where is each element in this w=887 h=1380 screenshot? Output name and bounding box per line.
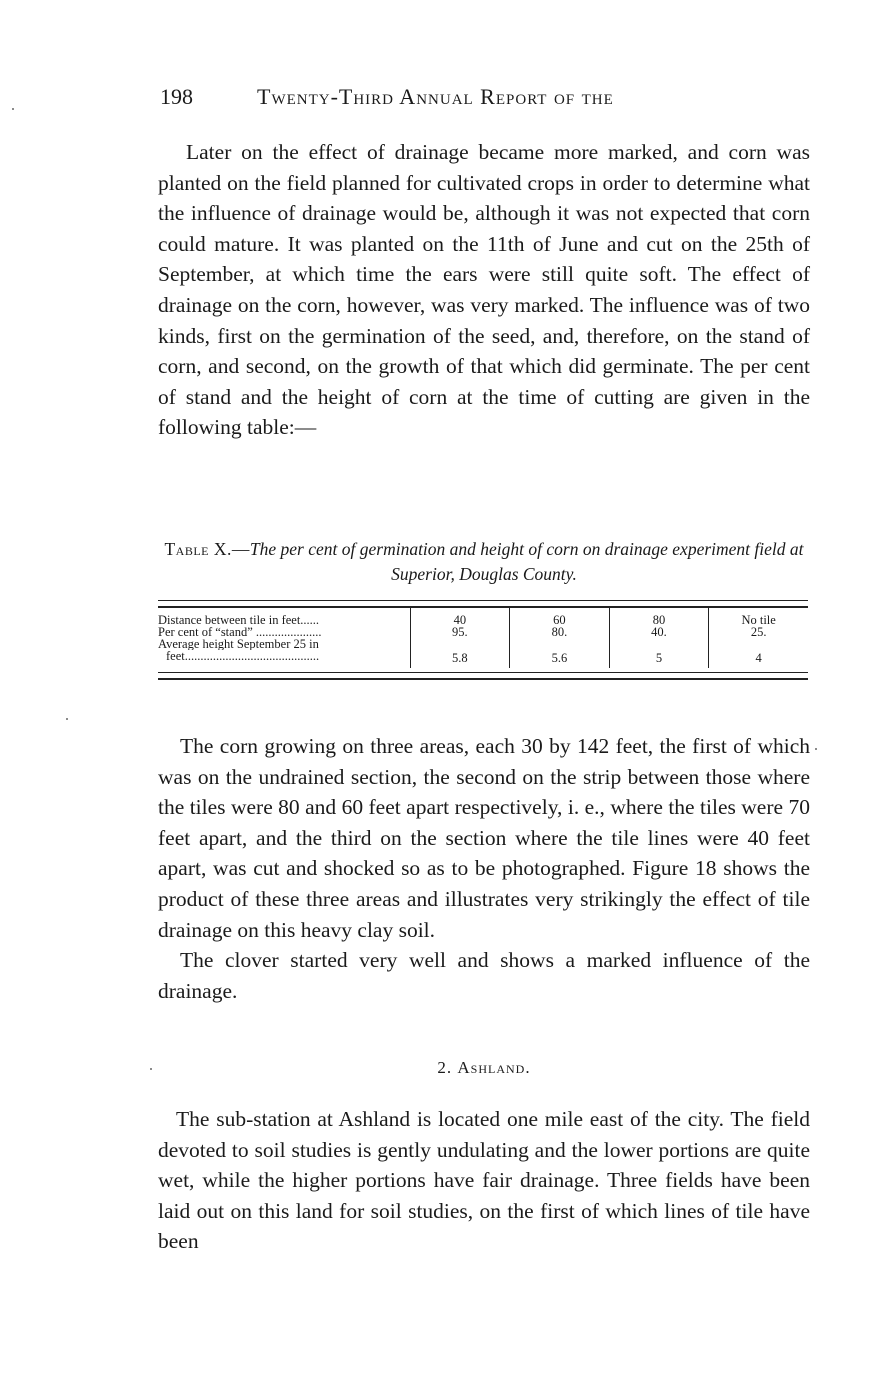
paragraph-three-areas: The corn growing on three areas, each 30 by 142 feet, the first of which was on the undrained section, the second on the strip between those where the tiles were 80 and 60 feet apart respectively, i. e., where the tiles were 70 feet apart, and the third on the section where the tile lines were 40 feet apart, was cut and shocked so as to be photographed. Figure 18 shows the product of these three areas and illustrates very strikingly the effect of tile drainage on this heavy clay soil.: [158, 734, 810, 942]
table-bottom-rule: [158, 672, 808, 680]
paper-speck: [66, 718, 68, 720]
stand-cell: 25.: [750, 626, 767, 638]
table-caption-label: Table X.—: [164, 539, 250, 559]
stand-cell: 95.: [452, 626, 468, 638]
paragraph-clover: The clover started very well and shows a marked influence of the drainage.: [158, 948, 810, 1003]
section-title: Ashland.: [457, 1058, 531, 1077]
height-cell: 5: [655, 652, 663, 664]
section-heading-ashland: [158, 1058, 810, 1078]
paragraph-ashland: The sub-station at Ashland is located one mile east of the city. The field devoted to soil studies is gently undulating and the lower portions are quite wet, while the higher portions have fair drainage. Three fields have been laid out on this land for soil studies, on the first of which lines of tile have been: [158, 1107, 810, 1254]
table-caption: [158, 537, 810, 587]
running-head: [160, 84, 810, 114]
column-40: [410, 608, 510, 668]
page-number: 198: [160, 84, 193, 109]
paragraph-group-results: [158, 731, 810, 1006]
column-80: [609, 608, 709, 668]
height-cell: 4: [755, 652, 762, 664]
paper-speck: [815, 748, 817, 750]
blank-cell: [411, 638, 510, 650]
germination-data-table: [158, 608, 808, 668]
table-caption-text: The per cent of germination and height of corn on drainage experiment field at Superior, Douglas County.: [249, 539, 804, 584]
distance-cell: No tile: [741, 614, 776, 626]
paper-speck: [12, 108, 14, 110]
section-number: 2.: [437, 1058, 453, 1077]
stand-cell: 80.: [551, 626, 568, 638]
row-labels-cell: [158, 608, 410, 668]
distance-cell: 80: [652, 614, 666, 626]
table-row: [158, 608, 808, 668]
height-cell: 5.6: [551, 652, 568, 664]
height-cell: 5.8: [452, 652, 468, 664]
paragraph-corn-drainage: Later on the effect of drainage became more marked, and corn was planted on the field planned for cultivated crops in order to determine what the influence of drainage would be, although it was not expected that corn could mature. It was planted on the 11th of June and cut on the 25th of September, at which time the ears were still quite soft. The effect of drainage on the corn, however, was very marked. The influence was of two kinds, first on the germination of the seed, and, therefore, on the stand of corn, and second, on the growth of that which did germinate. The per cent of stand and the height of corn at the time of cutting are given in the following table:—: [158, 140, 810, 440]
blank-cell: [510, 638, 609, 650]
row-label-stand: Per cent of “stand” .....................: [158, 626, 322, 638]
distance-cell: 40: [453, 614, 467, 626]
column-no-tile: [709, 608, 808, 668]
blank-cell: [709, 638, 808, 650]
column-60: [510, 608, 610, 668]
blank-cell: [610, 638, 709, 650]
row-label-height-cont: feet...........................................: [166, 650, 320, 662]
germination-table: [158, 600, 808, 680]
row-label-height: Average height September 25 in: [158, 638, 319, 650]
distance-cell: 60: [553, 614, 566, 626]
stand-cell: 40.: [651, 626, 667, 638]
paper-speck: [150, 1068, 152, 1070]
row-label-distance: Distance between tile in feet......: [158, 614, 320, 626]
table-top-rule: [158, 600, 808, 608]
header-title: Twenty-Third Annual Report of the: [257, 84, 614, 109]
